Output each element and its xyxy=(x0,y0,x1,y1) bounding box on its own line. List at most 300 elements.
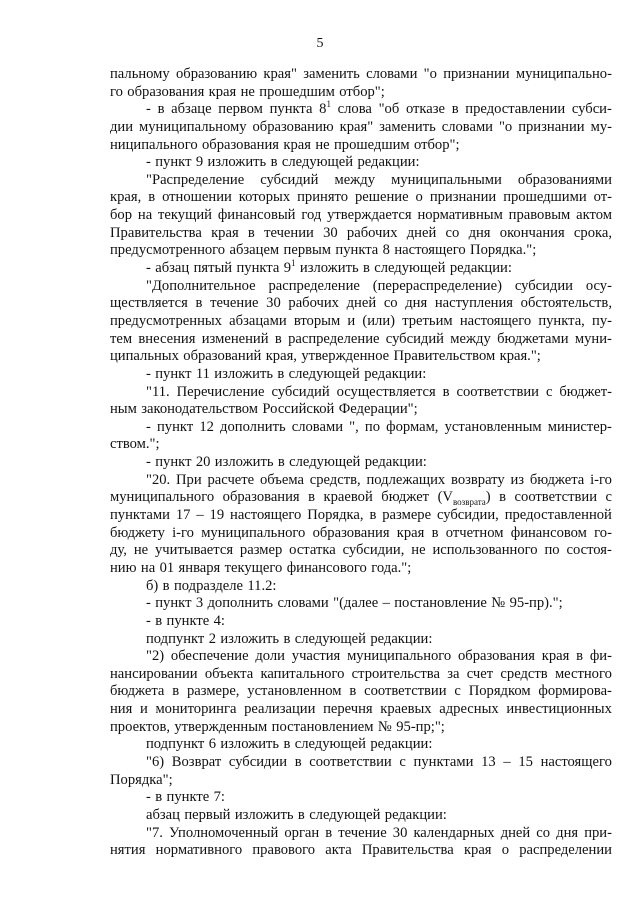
text-line xyxy=(110,772,612,790)
word: 19 xyxy=(209,507,225,524)
word: 7: xyxy=(213,789,225,806)
word: "о xyxy=(423,66,437,82)
text-line xyxy=(110,401,612,419)
word: реализации xyxy=(244,701,316,718)
word: дня xyxy=(468,224,491,241)
word: за xyxy=(447,665,460,682)
word: - xyxy=(146,260,151,277)
word: в xyxy=(155,612,163,629)
word: му- xyxy=(590,118,612,135)
word: внесения xyxy=(138,330,196,347)
word: 20 xyxy=(195,454,211,471)
word: в xyxy=(195,295,203,312)
word: Федерации"; xyxy=(338,401,418,418)
word: возврату xyxy=(451,471,505,488)
word: редакции: xyxy=(370,630,433,647)
word: "2) xyxy=(146,648,165,665)
word: из xyxy=(510,471,525,488)
text-line xyxy=(110,754,612,772)
word: предусмотренных xyxy=(110,312,222,329)
word: муниципального xyxy=(347,648,452,665)
word: - xyxy=(146,454,151,471)
word: бор xyxy=(110,207,133,224)
word: пятый xyxy=(193,260,233,277)
word: с xyxy=(545,383,553,400)
word: 15 xyxy=(518,753,533,770)
word: муниципальными xyxy=(391,171,502,188)
word: Уполномоченный xyxy=(168,824,279,841)
word: дней xyxy=(346,295,377,312)
word: течении xyxy=(264,224,314,241)
word: 12 xyxy=(199,418,214,435)
word: в xyxy=(274,330,282,347)
word: размере, xyxy=(186,683,240,700)
word: установленным xyxy=(444,418,542,435)
word: между xyxy=(450,330,491,347)
word: счет xyxy=(466,665,494,682)
word: фи- xyxy=(589,648,612,665)
word: финансовом xyxy=(510,524,587,541)
word: бюджета xyxy=(110,683,165,700)
word: с xyxy=(605,489,612,506)
text-line xyxy=(110,119,612,137)
word: 3 xyxy=(195,595,204,612)
word: принято xyxy=(297,189,349,206)
text-line xyxy=(110,472,612,490)
word: перечня xyxy=(323,701,373,718)
word: отбор"; xyxy=(414,136,460,153)
word: объекта xyxy=(204,665,254,682)
word: подлежащих xyxy=(366,471,446,488)
word: ", xyxy=(349,418,359,435)
word: утвержденным xyxy=(174,718,268,735)
word: признании xyxy=(429,189,497,206)
word: субси- xyxy=(571,101,612,118)
word: прошедшим xyxy=(259,83,335,100)
word: дня xyxy=(405,295,428,312)
word: первом xyxy=(218,101,263,118)
word: не xyxy=(315,136,330,153)
word: муниципальному xyxy=(139,118,247,135)
word: в xyxy=(277,454,285,471)
text-line xyxy=(110,225,612,243)
word: в xyxy=(297,806,305,823)
word: о xyxy=(415,189,423,206)
text-line xyxy=(110,542,612,560)
word: постановление xyxy=(394,595,487,612)
word: с xyxy=(454,683,461,700)
word: средств, xyxy=(309,471,361,488)
word: расчете xyxy=(207,471,255,488)
word: в xyxy=(155,789,163,806)
word: "о xyxy=(498,118,513,135)
word: (перераспределение) xyxy=(372,277,502,294)
word: изменений xyxy=(201,330,269,347)
word: пункта, xyxy=(538,312,585,329)
word: рабочих xyxy=(346,224,398,241)
word: нансировании xyxy=(110,665,198,682)
word: бюджет xyxy=(381,489,430,506)
word: Российской xyxy=(262,401,335,418)
word: вторым xyxy=(293,312,341,329)
word: образования xyxy=(127,83,205,100)
word: субсидии xyxy=(514,277,573,294)
word: "Распределение xyxy=(146,171,245,188)
word: остатка xyxy=(289,542,336,559)
word: словами xyxy=(366,66,418,82)
word: от- xyxy=(593,189,612,206)
word: и xyxy=(347,312,356,329)
word: строительства xyxy=(351,665,440,682)
word: в xyxy=(283,630,291,647)
word: в xyxy=(277,365,285,382)
word: абзац xyxy=(146,806,180,823)
word: редакции: xyxy=(357,154,420,171)
word: настоящего xyxy=(394,242,466,259)
word: следующей xyxy=(294,736,366,753)
word: 30 xyxy=(323,224,338,241)
word: $9^1$ xyxy=(283,258,296,277)
word: отчетном xyxy=(445,524,504,541)
word: края xyxy=(396,524,425,541)
word: бюджету xyxy=(110,524,165,541)
text-line xyxy=(110,454,612,472)
document-body xyxy=(110,66,612,860)
word: бюджет- xyxy=(559,383,612,400)
word: бюджета xyxy=(529,471,585,488)
word: календарных xyxy=(413,824,495,841)
text-line xyxy=(110,436,612,454)
word: № xyxy=(377,718,392,735)
word: абзаце xyxy=(171,101,212,118)
word: пункт xyxy=(155,154,192,171)
text-line xyxy=(110,560,612,578)
word: дии xyxy=(110,118,134,135)
word: тем xyxy=(110,330,133,347)
word: распределение xyxy=(268,277,360,294)
word: размер xyxy=(239,542,283,559)
word: нормативного xyxy=(155,842,243,859)
word: подпункт xyxy=(146,736,205,753)
word: установленном xyxy=(247,683,342,700)
word: в xyxy=(308,489,316,506)
word: - xyxy=(146,101,151,118)
text-line xyxy=(110,648,612,666)
word: словами xyxy=(277,595,329,612)
word: законодательством xyxy=(141,401,259,418)
word: ния xyxy=(110,701,133,718)
text-line xyxy=(110,789,612,807)
word: бюджетами xyxy=(497,330,569,347)
word: краевой xyxy=(323,489,373,506)
word: Порядка"; xyxy=(110,771,173,788)
word: "об xyxy=(378,101,400,118)
word: краевых xyxy=(380,701,432,718)
word: нию xyxy=(110,559,137,576)
word: министер- xyxy=(547,418,612,435)
word: края xyxy=(211,224,239,241)
word: при- xyxy=(584,824,612,841)
word: редакции: xyxy=(364,365,427,382)
word: предоставленной xyxy=(504,507,612,524)
word: решение xyxy=(354,189,409,206)
text-line xyxy=(110,631,612,649)
word: № xyxy=(491,595,506,612)
word: заменить xyxy=(379,118,436,135)
word: не xyxy=(133,542,149,559)
word: в xyxy=(349,683,357,700)
word: проектов, xyxy=(110,718,170,735)
word: субсидий xyxy=(385,330,444,347)
text-line xyxy=(110,807,612,825)
word: ством."; xyxy=(110,436,160,453)
word: - xyxy=(146,595,151,612)
word: в xyxy=(294,753,302,770)
word: на xyxy=(137,207,153,224)
text-line xyxy=(110,419,612,437)
word: в xyxy=(162,577,170,594)
word: первым xyxy=(283,242,332,259)
word: дней xyxy=(500,824,531,841)
text-line xyxy=(110,666,612,684)
word: адресных xyxy=(439,701,499,718)
word: пункт xyxy=(155,365,192,382)
text-line xyxy=(110,278,612,296)
word: следующей xyxy=(281,154,354,171)
word: абзац xyxy=(155,260,190,277)
word: орган xyxy=(284,824,320,841)
word: муниципального xyxy=(201,524,306,541)
word: пункте xyxy=(166,612,210,629)
word: осу- xyxy=(585,277,612,294)
word: редакции: xyxy=(384,806,447,823)
text-line xyxy=(110,595,612,613)
text-line xyxy=(110,683,612,701)
word: - xyxy=(146,418,151,435)
word: которых xyxy=(238,189,291,206)
text-line xyxy=(110,242,612,260)
word: При xyxy=(176,471,202,488)
word: распределении xyxy=(519,842,612,859)
word: края, xyxy=(265,348,297,365)
word: капитального xyxy=(260,665,345,682)
word: формам, xyxy=(386,418,439,435)
word: средств xyxy=(500,665,548,682)
word: пальному xyxy=(110,66,170,82)
word: пункта xyxy=(236,260,280,277)
word: участия xyxy=(291,648,341,665)
word: третьим xyxy=(402,312,453,329)
word: изложить xyxy=(214,454,274,471)
word: образования xyxy=(222,489,300,506)
text-line xyxy=(110,84,612,102)
word: пункт xyxy=(155,595,192,612)
text-line xyxy=(110,154,612,172)
word: признании xyxy=(443,66,510,82)
text-line xyxy=(110,331,612,349)
word: редакции: xyxy=(370,736,433,753)
word: 9 xyxy=(195,154,204,171)
word: слова xyxy=(337,101,372,118)
word: подпункт xyxy=(146,630,205,647)
word: "11. xyxy=(146,383,170,400)
word: размере xyxy=(382,507,432,524)
word: б) xyxy=(146,577,159,594)
word: ным xyxy=(110,401,137,418)
word: - xyxy=(146,789,151,806)
word: предоставлении xyxy=(465,101,566,118)
word: редакции: xyxy=(364,454,427,471)
word: в xyxy=(576,648,584,665)
word: местного xyxy=(554,665,612,682)
text-line xyxy=(110,295,612,313)
word: ду, xyxy=(110,542,127,559)
word: пунктами xyxy=(110,507,170,524)
word: изложить xyxy=(220,736,280,753)
word: Правительством xyxy=(393,348,496,365)
word: ципальных xyxy=(110,348,179,365)
word: и xyxy=(139,701,148,718)
word: рабочих xyxy=(288,295,339,312)
word: заменить xyxy=(303,66,360,82)
word: "7. xyxy=(146,824,163,841)
word: в xyxy=(442,383,450,400)
word: края xyxy=(283,136,311,153)
word: Порядка."; xyxy=(470,242,537,259)
word: i-го xyxy=(590,471,612,488)
word: со xyxy=(383,295,398,312)
word: изложить xyxy=(299,260,359,277)
text-line xyxy=(110,207,612,225)
word: субсидий xyxy=(260,171,319,188)
word: края" xyxy=(263,66,297,82)
text-line xyxy=(110,172,612,190)
word: края xyxy=(208,83,237,100)
word: нормативным xyxy=(417,207,503,224)
word: настоящего xyxy=(459,312,532,329)
word: – xyxy=(196,507,204,524)
word: пункт xyxy=(157,418,194,435)
text-line xyxy=(110,701,612,719)
word: муниципального xyxy=(110,489,215,506)
word: пункта xyxy=(269,101,313,118)
text-line xyxy=(110,260,612,278)
word: следующей xyxy=(374,260,446,277)
word: образованию xyxy=(252,118,334,135)
word: края" xyxy=(339,118,374,135)
word: Правительства xyxy=(361,842,454,859)
word: течение xyxy=(210,295,259,312)
word: правового xyxy=(252,842,316,859)
word: в xyxy=(369,507,377,524)
word: на xyxy=(140,559,156,576)
word: абзацем xyxy=(229,242,280,259)
word: изложить xyxy=(220,630,280,647)
word: - xyxy=(146,612,151,629)
word: не xyxy=(240,83,255,100)
text-line xyxy=(110,189,612,207)
word: прошедшими xyxy=(503,189,587,206)
word: в xyxy=(270,154,278,171)
word: текущего xyxy=(224,559,283,576)
word: правовым xyxy=(508,207,571,224)
word: пу- xyxy=(592,312,612,329)
word: дополнить xyxy=(207,595,274,612)
word: 17 xyxy=(175,507,191,524)
word: подразделе xyxy=(173,577,244,594)
word: "6) xyxy=(146,753,165,770)
word: в xyxy=(499,489,507,506)
word: соответствии xyxy=(456,383,539,400)
word: следующей xyxy=(288,365,360,382)
word: дня xyxy=(556,824,579,841)
word: муниципально- xyxy=(515,66,612,82)
word: края, xyxy=(110,189,142,206)
word: 6 xyxy=(208,736,216,753)
word: соответствии xyxy=(364,683,447,700)
word: словами xyxy=(291,418,344,435)
word: образований xyxy=(183,348,262,365)
word: 30 xyxy=(392,824,408,841)
word: постановлением xyxy=(271,718,374,735)
word: дополнить xyxy=(220,418,286,435)
word: соответствии xyxy=(309,753,392,770)
word: распределение xyxy=(288,330,380,347)
word: 30 xyxy=(266,295,281,312)
word: "20. xyxy=(146,471,171,488)
word: – xyxy=(503,753,511,770)
word: в xyxy=(148,189,156,206)
word: признании xyxy=(518,118,585,135)
word: в xyxy=(362,260,370,277)
word: 4: xyxy=(213,612,225,629)
text-line xyxy=(110,525,612,543)
word: образованию xyxy=(175,66,258,82)
word: предусмотренного xyxy=(110,242,226,259)
word: объема xyxy=(259,471,304,488)
text-line xyxy=(110,101,612,119)
word: 11.2: xyxy=(247,577,277,594)
word: настоящего xyxy=(230,507,302,524)
text-line xyxy=(110,719,612,737)
word: состоя- xyxy=(566,542,612,559)
word: осуществляется xyxy=(336,383,436,400)
word: акта xyxy=(325,842,352,859)
word: инвестиционных xyxy=(506,701,612,718)
word: течение xyxy=(338,824,387,841)
word: актом xyxy=(576,207,612,224)
word: настоящего xyxy=(540,753,612,770)
word: 13 xyxy=(481,753,496,770)
word: в xyxy=(325,824,333,841)
word: 2 xyxy=(208,630,216,647)
word: пункта xyxy=(335,242,379,259)
text-line xyxy=(110,137,612,155)
word: образования xyxy=(312,524,390,541)
word: доли xyxy=(255,648,285,665)
word: следующей xyxy=(294,630,366,647)
text-line xyxy=(110,825,612,843)
word: учитывается xyxy=(155,542,234,559)
word: "Дополнительное xyxy=(146,277,256,294)
word: наступления xyxy=(434,295,514,312)
word: соответствии xyxy=(514,489,598,506)
word: со xyxy=(536,824,551,841)
word: Перечисление xyxy=(176,383,265,400)
word: со xyxy=(445,224,460,241)
word: го xyxy=(110,83,123,100)
word: изложить xyxy=(207,154,267,171)
